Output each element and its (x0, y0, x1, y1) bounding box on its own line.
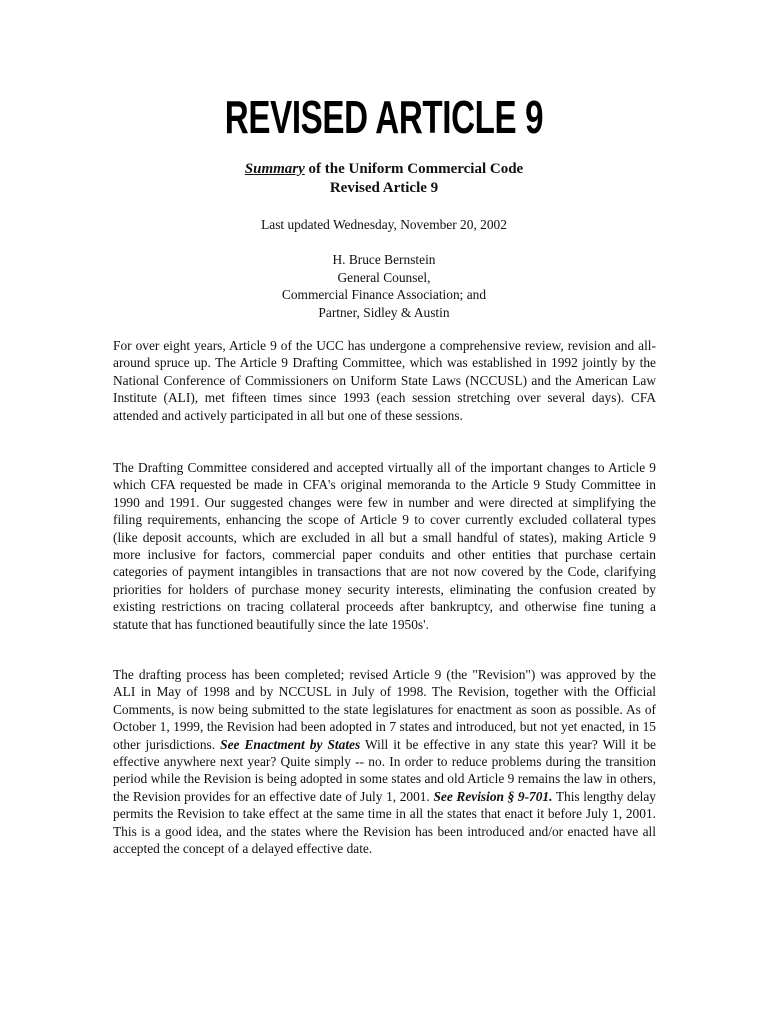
last-updated: Last updated Wednesday, November 20, 2002 (261, 217, 507, 232)
see-revision-reference: See Revision § 9-701. (433, 788, 553, 804)
paragraph-3-part-3: This lengthy delay permits the Revision to take effect at the same time in all the states that enact it before July 1, 2001. This is a good idea, and the states where the Revision has been introduced and/or enacted have all accepted the concept of a delayed effective date. (113, 788, 657, 857)
document-title: REVISED ARTICLE 9 (224, 91, 544, 143)
subtitle-line-2: Revised Article 9 (329, 180, 439, 196)
author-firm: Partner, Sidley & Austin (318, 304, 450, 320)
author-block (0, 251, 768, 321)
author-org: Commercial Finance Association; and (281, 287, 487, 302)
see-enactment-reference: See Enactment by States (220, 736, 361, 752)
document-subtitle (0, 160, 768, 198)
paragraph-2: The Drafting Committee considered and accepted virtually all of the important changes to Article 9 which CFA requested be made in CFA's original memoranda to the Article 9 Study Committee in 1990 and 1991. Our suggested changes were few in number and were directed at simplifying the filing requirements, enhancing the scope of Article 9 to cover currently excluded collateral types (like deposit accounts, which are excluded in all but a small handful of states), making Article 9 more inclusive for factors, commercial paper conduits and other entities that purchase certain categories of payment intangibles in transactions that are not now covered by the Code, clarifying priorities for holders of purchase money security interests, eliminating the confusion created by existing restrictions on tracing collateral proceeds after bankruptcy, and otherwise fine tuning a statute that has functioned beautifully since the late 1950s'. (113, 460, 656, 632)
paragraph-3-part-1: The drafting process has been completed; revised Article 9 (the "Revision") was approved by the ALI in May of 1998 and by NCCUSL in July of 1998. The Revision, together with the Official Comments, is now being submitted to the state legislatures for enactment as soon as possible. As of October 1, 1999, the Revision had been adopted in 7 states and introduced, but not yet enacted, in 15 other jurisdictions. (113, 667, 656, 752)
paragraph-3 (113, 666, 656, 857)
subtitle-line-1 (0, 160, 768, 179)
author-name: H. Bruce Bernstein (332, 252, 436, 267)
subtitle-line-1-rest: of the Uniform Commercial Code (304, 161, 524, 177)
summary-word: Summary (244, 161, 305, 177)
author-role: General Counsel, (337, 269, 431, 285)
paragraph-3-part-2: Will it be effective in any state this year? Will it be effective anywhere next year? Quite simply -- no. In order to reduce problems during the transition period while the Revision is being adopted in some states and old Article 9 remains the law in others, the Revision provides for an effective date of July 1, 2001. (113, 736, 656, 804)
paragraph-1: For over eight years, Article 9 of the UCC has undergone a comprehensive review, revision and all-around spruce up. The Article 9 Drafting Committee, which was established in 1992 jointly by the National Conference of Commissioners on Uniform State Laws (NCCUSL) and the American Law Institute (ALI), met fifteen times since 1993 (each session stretching over several days). CFA attended and actively participated in all but one of these sessions. (113, 338, 656, 423)
